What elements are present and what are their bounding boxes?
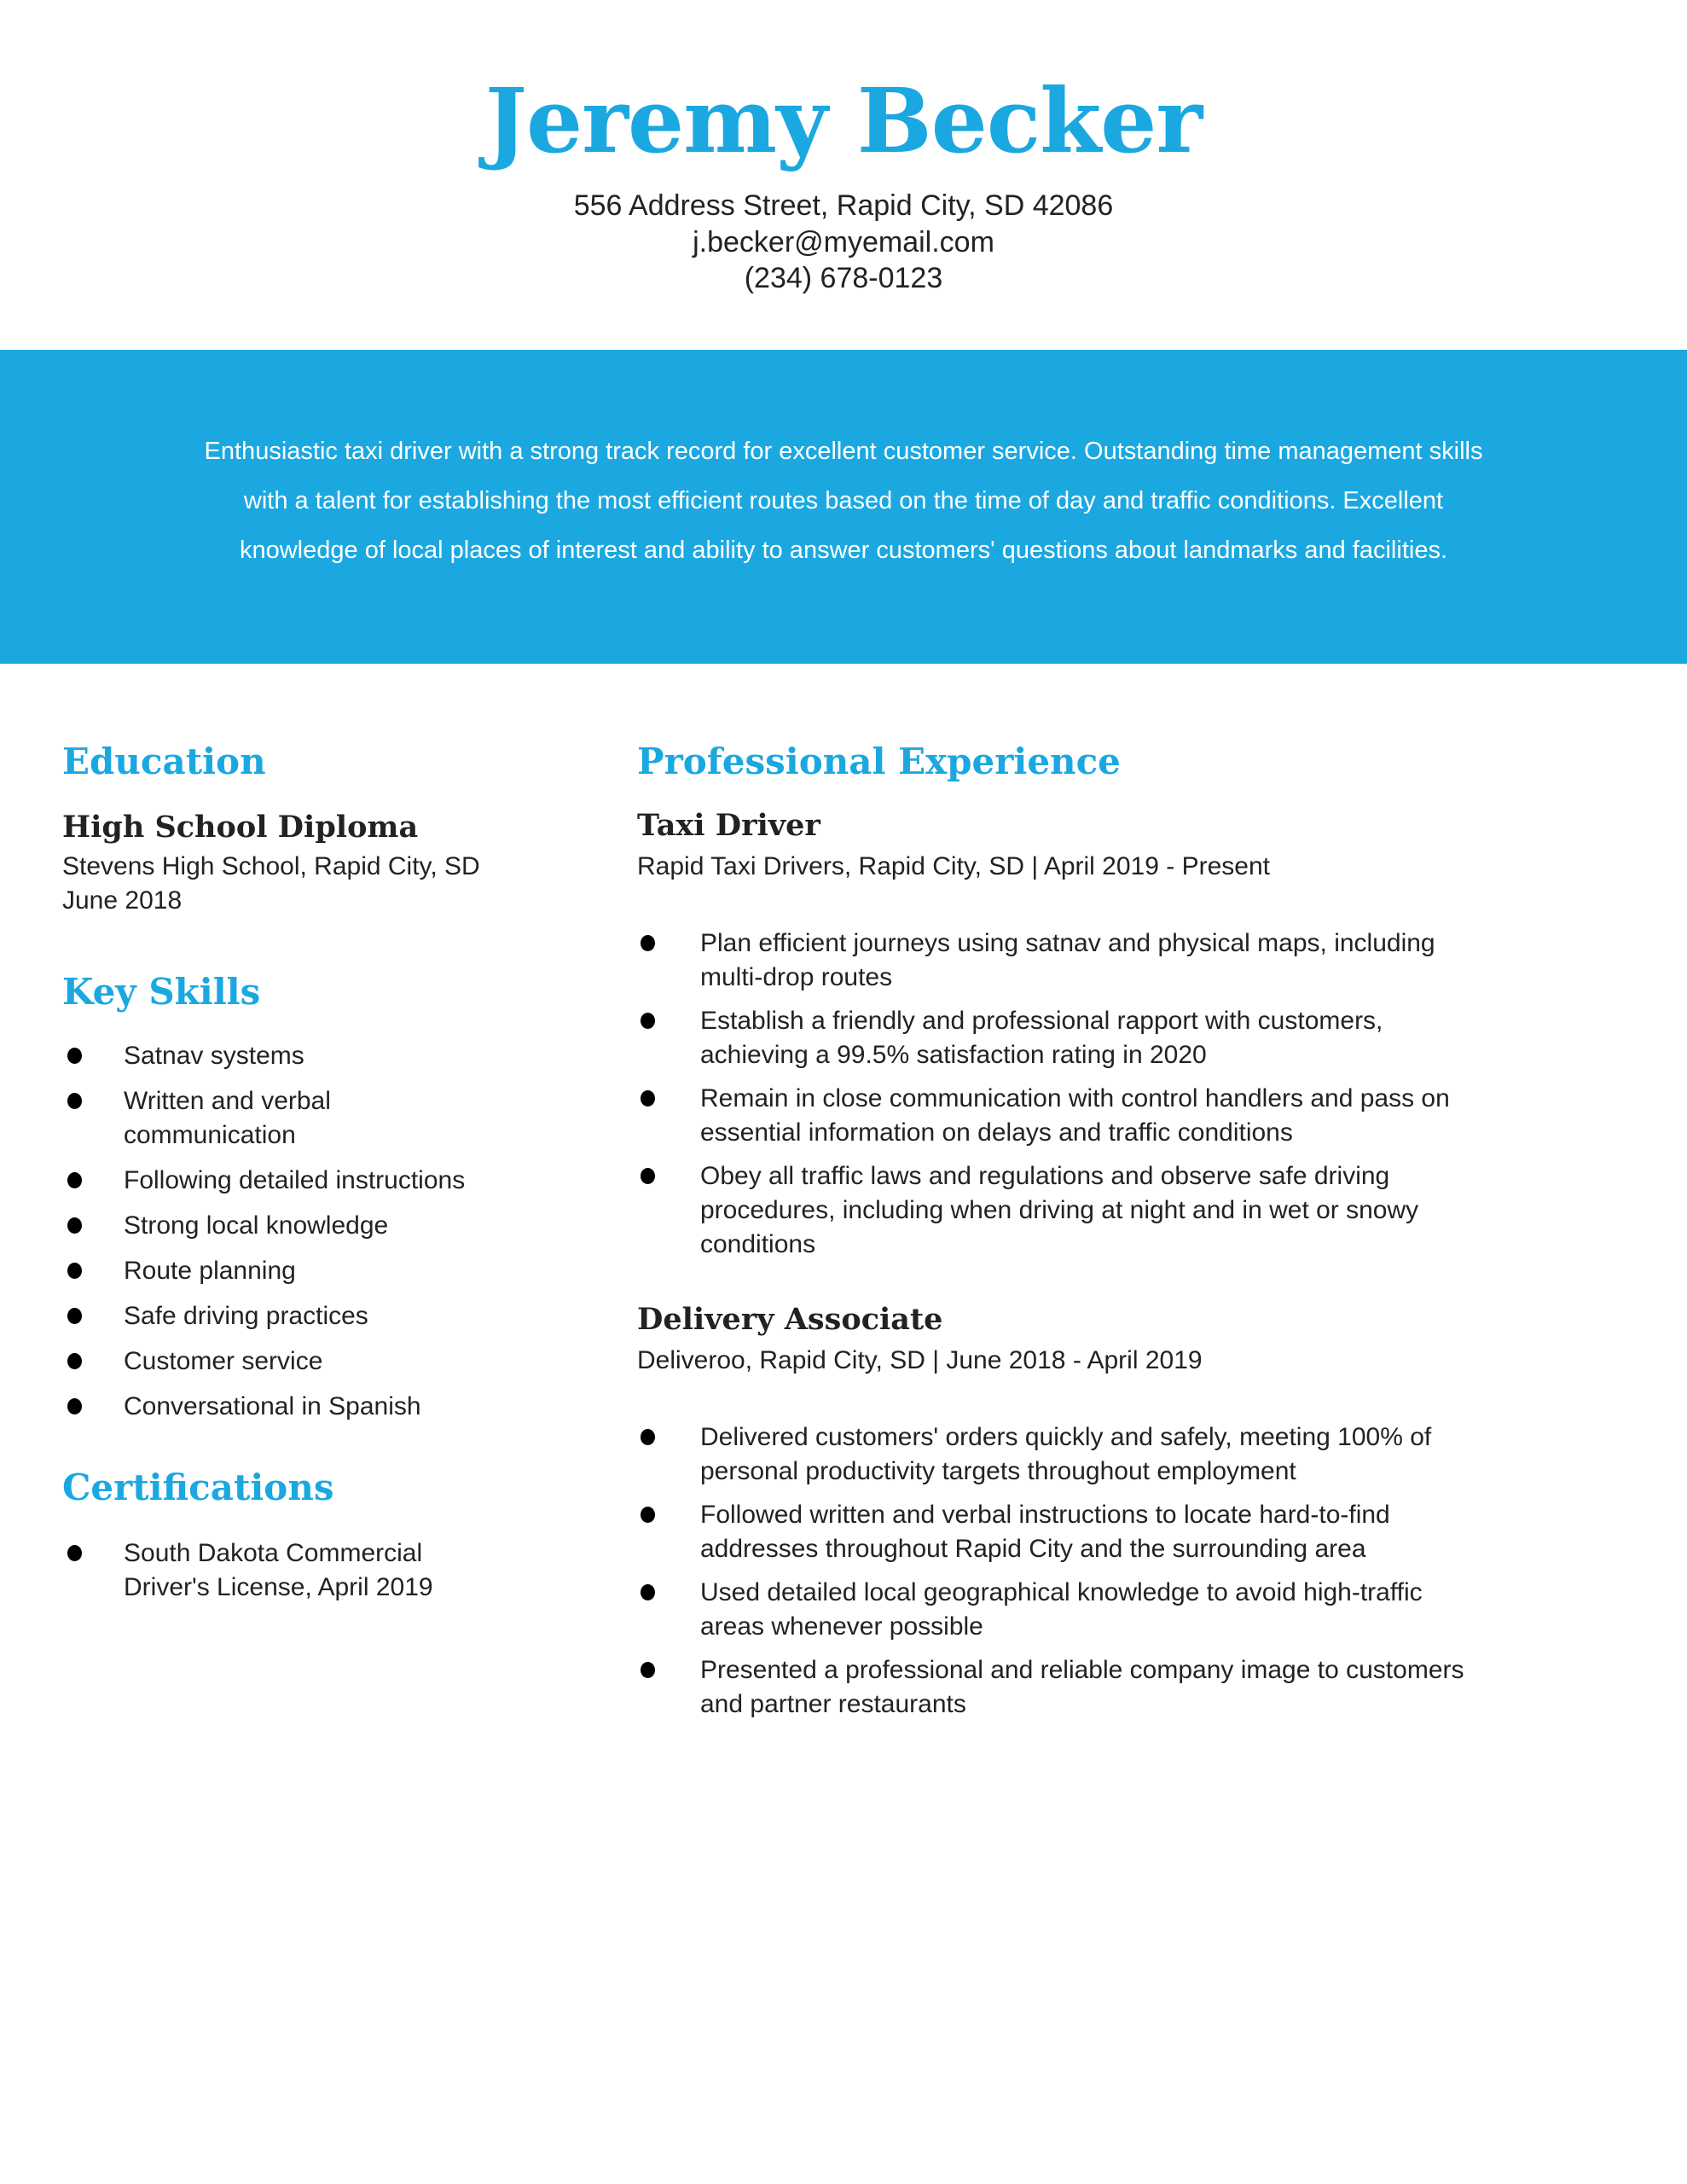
bullet-icon <box>67 1217 82 1234</box>
bullet-icon <box>641 1662 655 1678</box>
list-item: Plan efficient journeys using satnav and physical maps, including multi-drop routes <box>637 926 1473 995</box>
section-heading-skills: Key Skills <box>62 971 261 1013</box>
list-item: Route planning <box>62 1254 574 1288</box>
bullet-icon <box>641 1429 655 1445</box>
bullet-icon <box>641 1013 655 1029</box>
bullet-icon <box>67 1308 82 1324</box>
bullet-icon <box>67 1172 82 1188</box>
bullet-icon <box>67 1048 82 1064</box>
education-section <box>62 734 574 918</box>
bullet-icon <box>641 1168 655 1184</box>
skills-list <box>62 1039 574 1424</box>
section-heading-experience: Professional Experience <box>637 741 1121 782</box>
email[interactable]: j.becker@myemail.com <box>693 226 994 258</box>
summary-line: Enthusiastic taxi driver with a strong track record for excellent customer service. Outstanding time management skills <box>204 438 1483 465</box>
list-item: Customer service <box>62 1345 574 1379</box>
list-item: Satnav systems <box>62 1039 574 1073</box>
bullet-icon <box>67 1353 82 1369</box>
right-column <box>637 734 1490 1731</box>
phone: (234) 678-0123 <box>744 262 943 294</box>
skills-section <box>62 964 574 1424</box>
list-item: Presented a professional and reliable company image to customers and partner restaurants <box>637 1653 1473 1722</box>
job-title: Delivery Associate <box>637 1302 943 1337</box>
list-item: Delivered customers' orders quickly and safely, meeting 100% of personal productivity targets throughout employment <box>637 1420 1473 1489</box>
bullet-icon <box>641 1090 655 1107</box>
summary-line: with a talent for establishing the most efficient routes based on the time of day and traffic conditions. Excellent <box>243 487 1444 514</box>
left-column <box>62 734 574 1616</box>
list-item: Followed written and verbal instructions to locate hard-to-find addresses throughout Rapid City and the surrounding area <box>637 1498 1473 1566</box>
bullet-icon <box>641 935 655 951</box>
bullet-icon <box>641 1584 655 1600</box>
job-bullets <box>637 926 1473 1262</box>
list-item: Used detailed local geographical knowledge to avoid high-traffic areas whenever possible <box>637 1576 1473 1644</box>
bullet-icon <box>67 1263 82 1279</box>
certifications-list <box>62 1536 574 1605</box>
list-item: Conversational in Spanish <box>62 1390 574 1424</box>
school-name: Stevens High School, Rapid City, SD <box>62 852 480 880</box>
professional-summary <box>154 427 1533 575</box>
list-item: Establish a friendly and professional rapport with customers, achieving a 99.5% satisfaction rating in 2020 <box>637 1004 1473 1072</box>
job-title: Taxi Driver <box>637 808 820 843</box>
job-meta: Deliveroo, Rapid City, SD | June 2018 - April 2019 <box>637 1346 1203 1374</box>
section-heading-certifications: Certifications <box>62 1467 334 1508</box>
summary-line: knowledge of local places of interest and ability to answer customers' questions about landmarks and facilities. <box>239 537 1447 564</box>
candidate-name: Jeremy Becker <box>484 68 1203 173</box>
resume-header <box>0 0 1687 350</box>
summary-band <box>0 350 1687 664</box>
bullet-icon <box>67 1398 82 1414</box>
section-heading-education: Education <box>62 741 266 782</box>
address: 556 Address Street, Rapid City, SD 42086 <box>573 189 1114 222</box>
job-meta: Rapid Taxi Drivers, Rapid City, SD | April 2019 - Present <box>637 852 1270 880</box>
list-item: South Dakota Commercial Driver's License, April 2019 <box>62 1536 490 1605</box>
graduation-date: June 2018 <box>62 886 183 915</box>
list-item: Remain in close communication with control handlers and pass on essential information on delays and traffic conditions <box>637 1082 1473 1150</box>
bullet-icon <box>641 1507 655 1523</box>
job-bullets <box>637 1420 1473 1722</box>
list-item: Obey all traffic laws and regulations and observe safe driving procedures, including when driving at night and in wet or snowy conditions <box>637 1159 1473 1262</box>
certifications-section <box>62 1460 574 1605</box>
bullet-icon <box>67 1545 82 1561</box>
job-entry <box>637 805 1490 1262</box>
bullet-icon <box>67 1093 82 1109</box>
list-item: Safe driving practices <box>62 1299 574 1333</box>
list-item: Strong local knowledge <box>62 1209 574 1243</box>
degree-title: High School Diploma <box>62 810 419 845</box>
list-item: Following detailed instructions <box>62 1164 574 1198</box>
list-item: Written and verbal communication <box>62 1084 380 1153</box>
job-entry <box>637 1299 1490 1722</box>
